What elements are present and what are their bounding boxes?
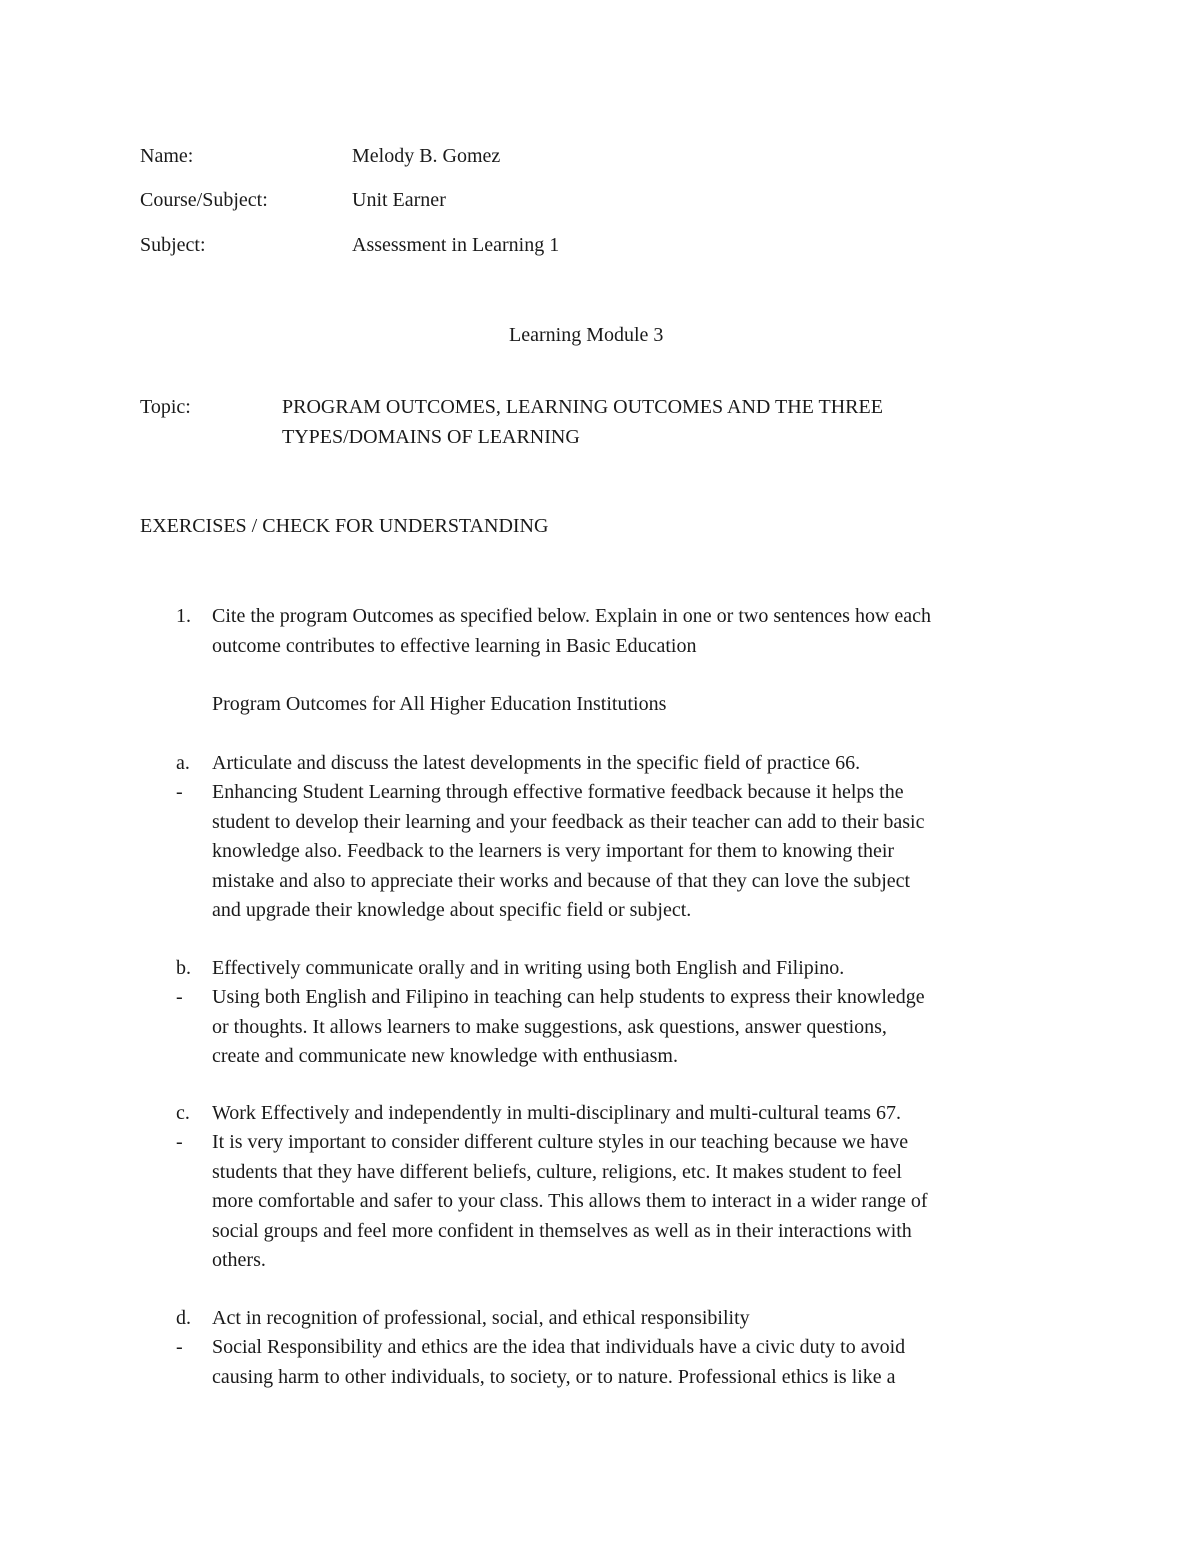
answer-line: or thoughts. It allows learners to make suggestions, ask questions, answer questions, [212, 1015, 887, 1038]
question-text [212, 602, 931, 661]
subject-value: Assessment in Learning 1 [352, 234, 560, 256]
exercises-heading: EXERCISES / CHECK FOR UNDERSTANDING [140, 515, 549, 537]
answer-line: others. [212, 1249, 266, 1271]
answer-dash-d: - [176, 1336, 183, 1358]
answer-line: Using both English and Filipino in teaching can help students to express their knowledge [212, 986, 925, 1008]
answer-dash-c: - [176, 1131, 183, 1153]
answer-line: and upgrade their knowledge about specific field or subject. [212, 899, 692, 921]
program-outcomes-subheading: Program Outcomes for All Higher Education Institutions [212, 693, 667, 715]
outcome-statement-d: Act in recognition of professional, social, and ethical responsibility [212, 1307, 750, 1329]
outcome-letter-b: b. [176, 957, 191, 979]
outcome-statement-b: Effectively communicate orally and in writing using both English and Filipino. [212, 957, 845, 979]
outcome-answer-b [212, 983, 925, 1072]
outcome-statement-c: Work Effectively and independently in multi-disciplinary and multi-cultural teams 67. [212, 1102, 901, 1124]
topic-label: Topic: [140, 396, 191, 418]
course-label: Course/Subject: [140, 189, 268, 211]
answer-dash-b: - [176, 986, 183, 1008]
name-value: Melody B. Gomez [352, 145, 501, 167]
outcome-letter-a: a. [176, 752, 190, 774]
answer-line: Enhancing Student Learning through effective formative feedback because it helps the [212, 781, 904, 803]
name-label: Name: [140, 145, 194, 167]
topic-line: TYPES/DOMAINS OF LEARNING [282, 425, 580, 448]
subject-label: Subject: [140, 234, 206, 256]
outcome-statement-a: Articulate and discuss the latest developments in the specific field of practice 66. [212, 752, 861, 774]
module-title: Learning Module 3 [509, 324, 664, 346]
outcome-letter-d: d. [176, 1307, 191, 1329]
answer-line: students that they have different beliefs, culture, religions, etc. It makes student to feel [212, 1160, 902, 1183]
outcome-answer-d [212, 1333, 905, 1392]
outcome-letter-c: c. [176, 1102, 190, 1124]
answer-line: It is very important to consider different culture styles in our teaching because we have [212, 1131, 909, 1153]
answer-line: Social Responsibility and ethics are the idea that individuals have a civic duty to avoid [212, 1336, 906, 1358]
topic-line: PROGRAM OUTCOMES, LEARNING OUTCOMES AND THE THREE [282, 396, 883, 418]
answer-line: more comfortable and safer to your class. This allows them to interact in a wider range of [212, 1190, 928, 1212]
question-line: outcome contributes to effective learning in Basic Education [212, 634, 697, 657]
answer-dash-a: - [176, 781, 183, 803]
question-number: 1. [176, 605, 191, 627]
outcome-answer-c [212, 1128, 928, 1276]
outcome-answer-a [212, 778, 925, 926]
question-line: Cite the program Outcomes as specified below. Explain in one or two sentences how each [212, 605, 932, 627]
answer-line: student to develop their learning and your feedback as their teacher can add to their basic [212, 810, 925, 833]
answer-line: causing harm to other individuals, to society, or to nature. Professional ethics is like a [212, 1365, 896, 1388]
answer-line: mistake and also to appreciate their works and because of that they can love the subject [212, 869, 911, 892]
course-value: Unit Earner [352, 189, 446, 211]
answer-line: knowledge also. Feedback to the learners is very important for them to knowing their [212, 840, 895, 862]
answer-line: create and communicate new knowledge with enthusiasm. [212, 1045, 678, 1067]
answer-line: social groups and feel more confident in themselves as well as in their interactions with [212, 1219, 912, 1242]
topic-text [282, 393, 883, 452]
